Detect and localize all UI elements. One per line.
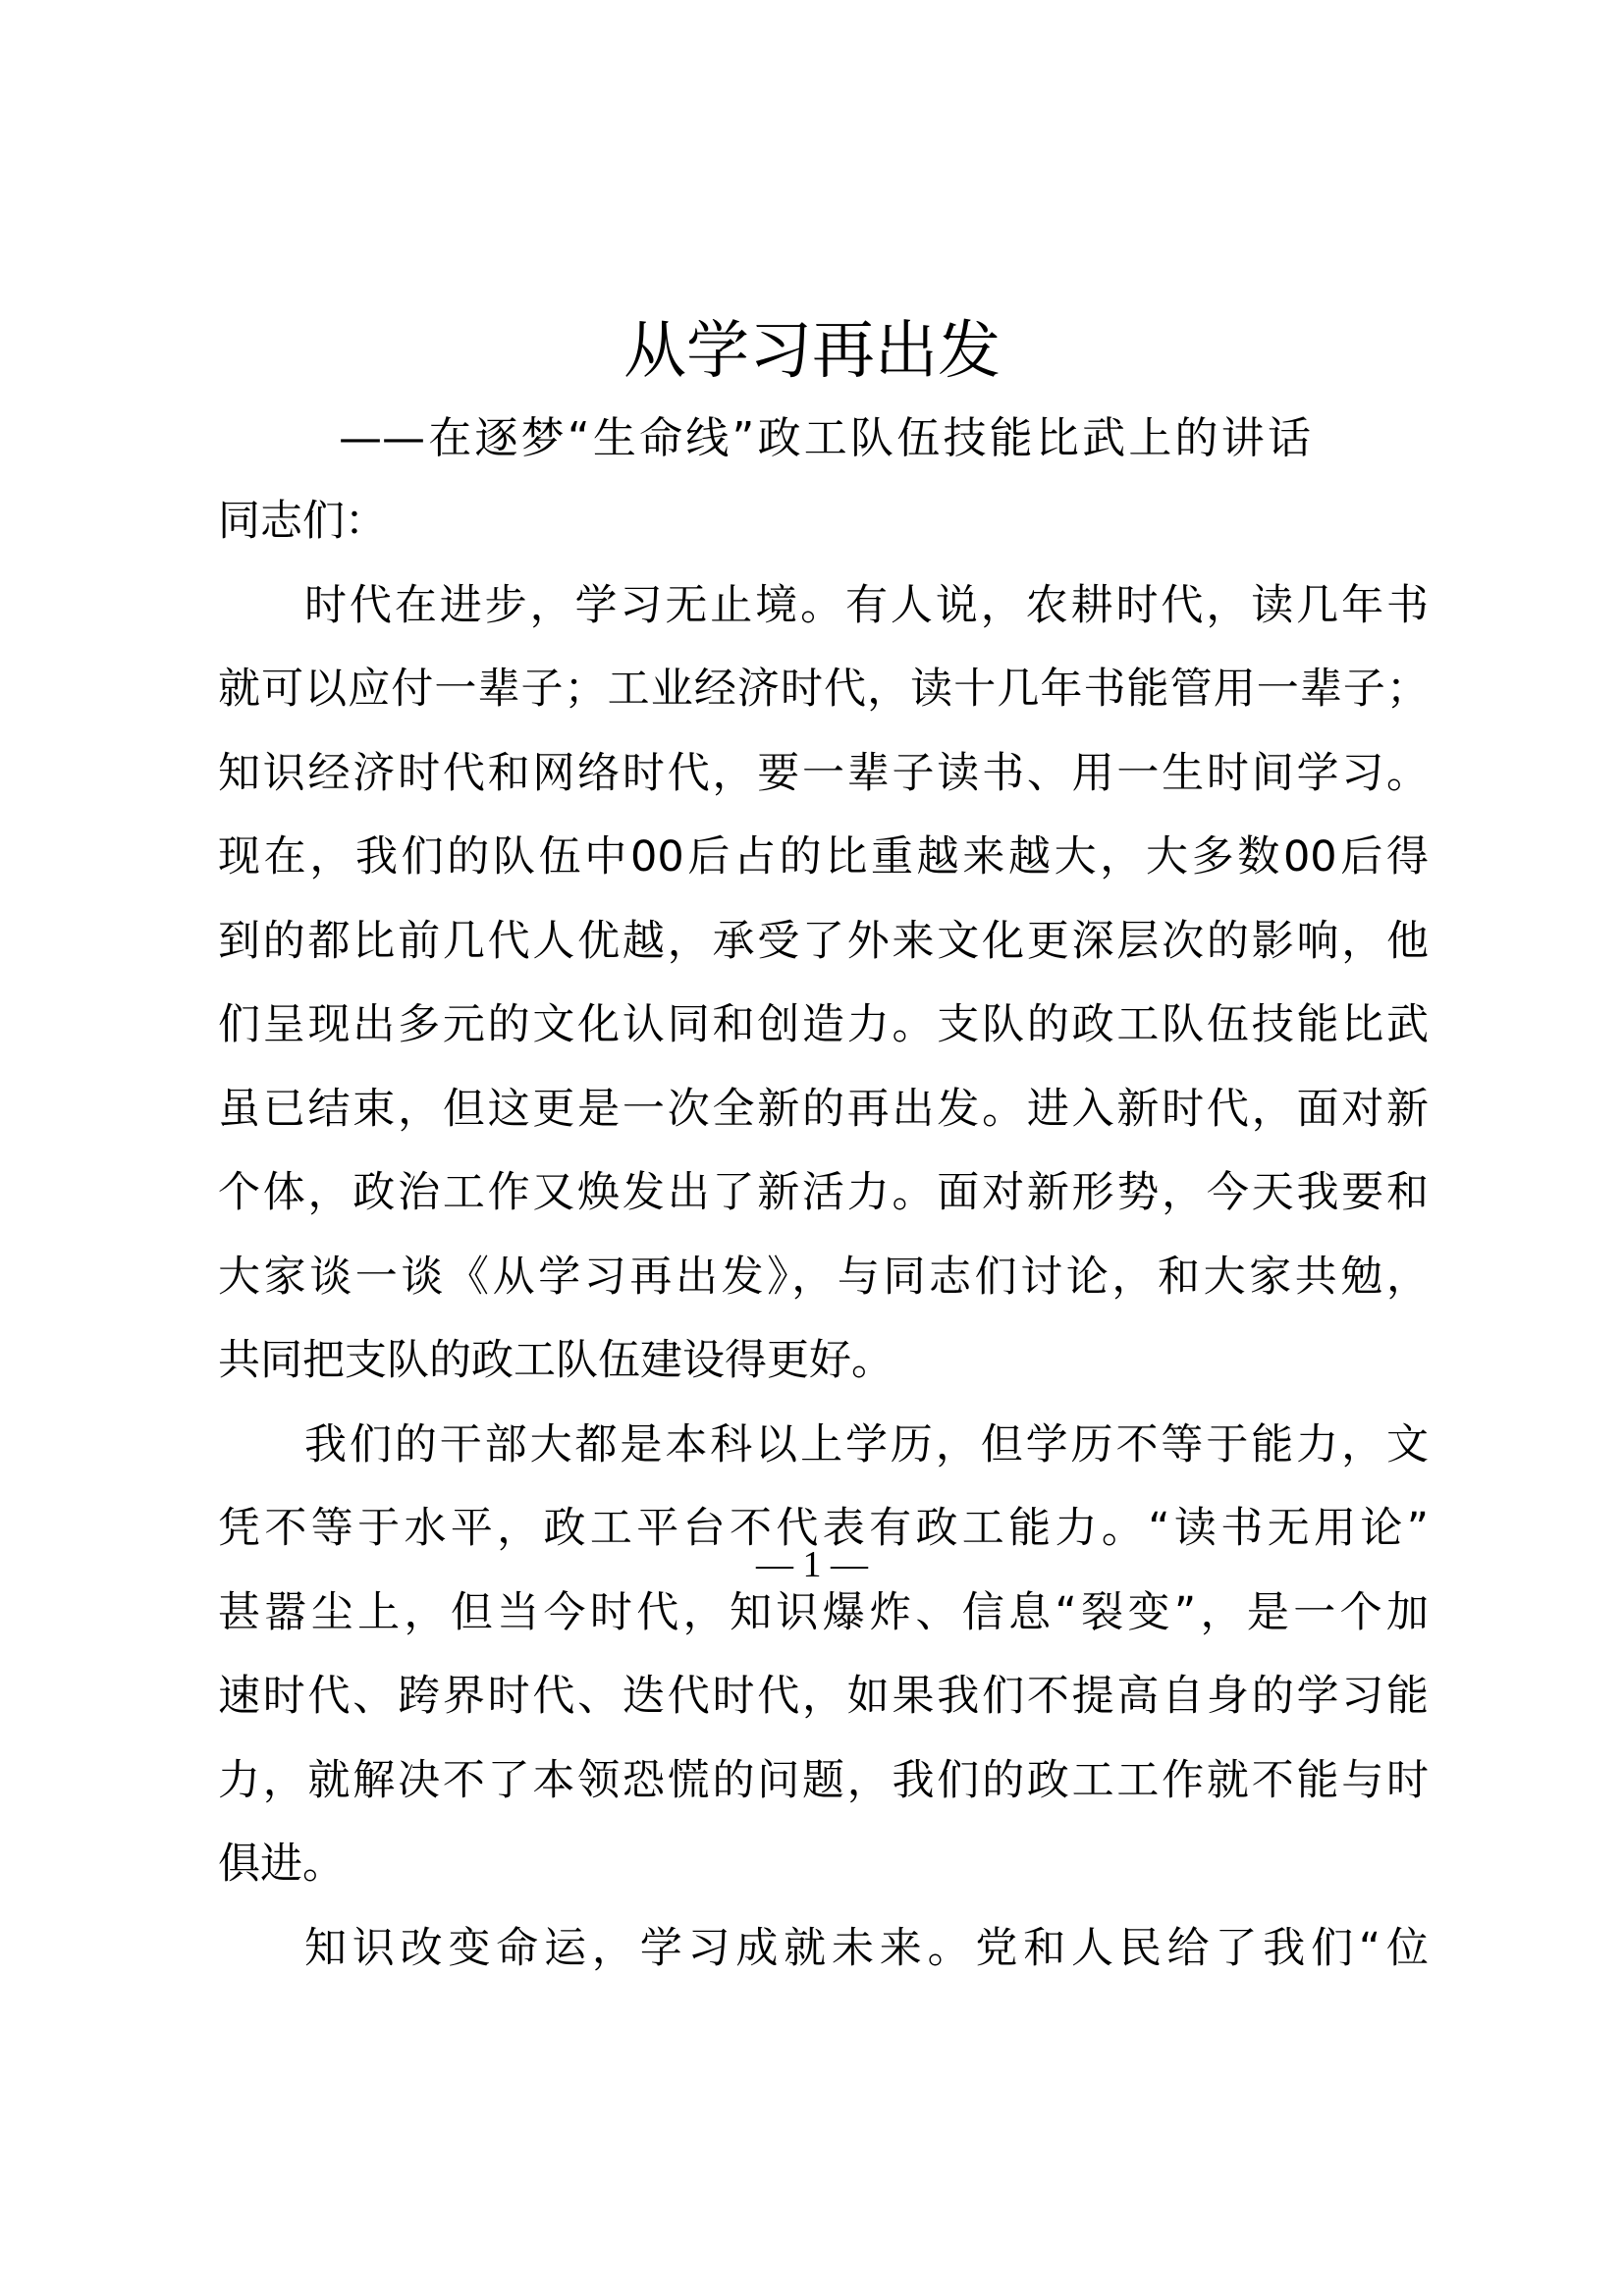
paragraph-line: 就可以应付一辈子；工业经济时代，读十几年书能管用一辈子；: [218, 665, 1429, 714]
paragraph-line: 知识改变命运，学习成就未来。党和人民给了我们“位: [304, 1923, 1429, 1973]
paragraph-line: 时代在进步，学习无止境。有人说，农耕时代，读几年书: [304, 580, 1429, 630]
paragraph-line: 我们的干部大都是本科以上学历，但学历不等于能力，文: [304, 1419, 1429, 1469]
paragraph-line: 力，就解决不了本领恐慌的问题，我们的政工工作就不能与时: [218, 1755, 1429, 1805]
paragraph-line: 个体，政治工作又焕发出了新活力。面对新形势，今天我要和: [218, 1168, 1429, 1217]
paragraph-line: 大家谈一谈《从学习再出发》，与同志们讨论，和大家共勉，: [218, 1252, 1429, 1302]
paragraph-line: 凭不等于水平，政工平台不代表有政工能力。“读书无用论”: [218, 1504, 1429, 1553]
paragraph-line: 现在，我们的队伍中00后占的比重越来越大，大多数00后得: [218, 832, 1429, 881]
paragraph-line: 虽已结束，但这更是一次全新的再出发。进入新时代，面对新: [218, 1084, 1429, 1134]
paragraph-line: 俱进。: [218, 1840, 345, 1889]
paragraph-line: 甚嚣尘上，但当今时代，知识爆炸、信息“裂变”，是一个加: [218, 1587, 1429, 1637]
paragraph-line: 速时代、跨界时代、迭代时代，如果我们不提高自身的学习能: [218, 1672, 1429, 1721]
paragraph-line: 知识经济时代和网络时代，要一辈子读书、用一生时间学习。: [218, 748, 1429, 798]
document-subtitle: ——在逐梦“生命线”政工队伍技能比武上的讲话: [339, 413, 1311, 463]
paragraph-line: 到的都比前几代人优越，承受了外来文化更深层次的影响，他: [218, 916, 1429, 966]
salutation: 同志们：: [218, 497, 387, 546]
paragraph-line: 们呈现出多元的文化认同和创造力。支队的政工队伍技能比武: [218, 1000, 1429, 1049]
paragraph-line: 共同把支队的政工队伍建设得更好。: [218, 1336, 893, 1385]
page-number: — 1 —: [756, 1544, 868, 1585]
document-body: [218, 480, 1429, 1991]
document-title: 从学习再出发: [623, 315, 1001, 388]
